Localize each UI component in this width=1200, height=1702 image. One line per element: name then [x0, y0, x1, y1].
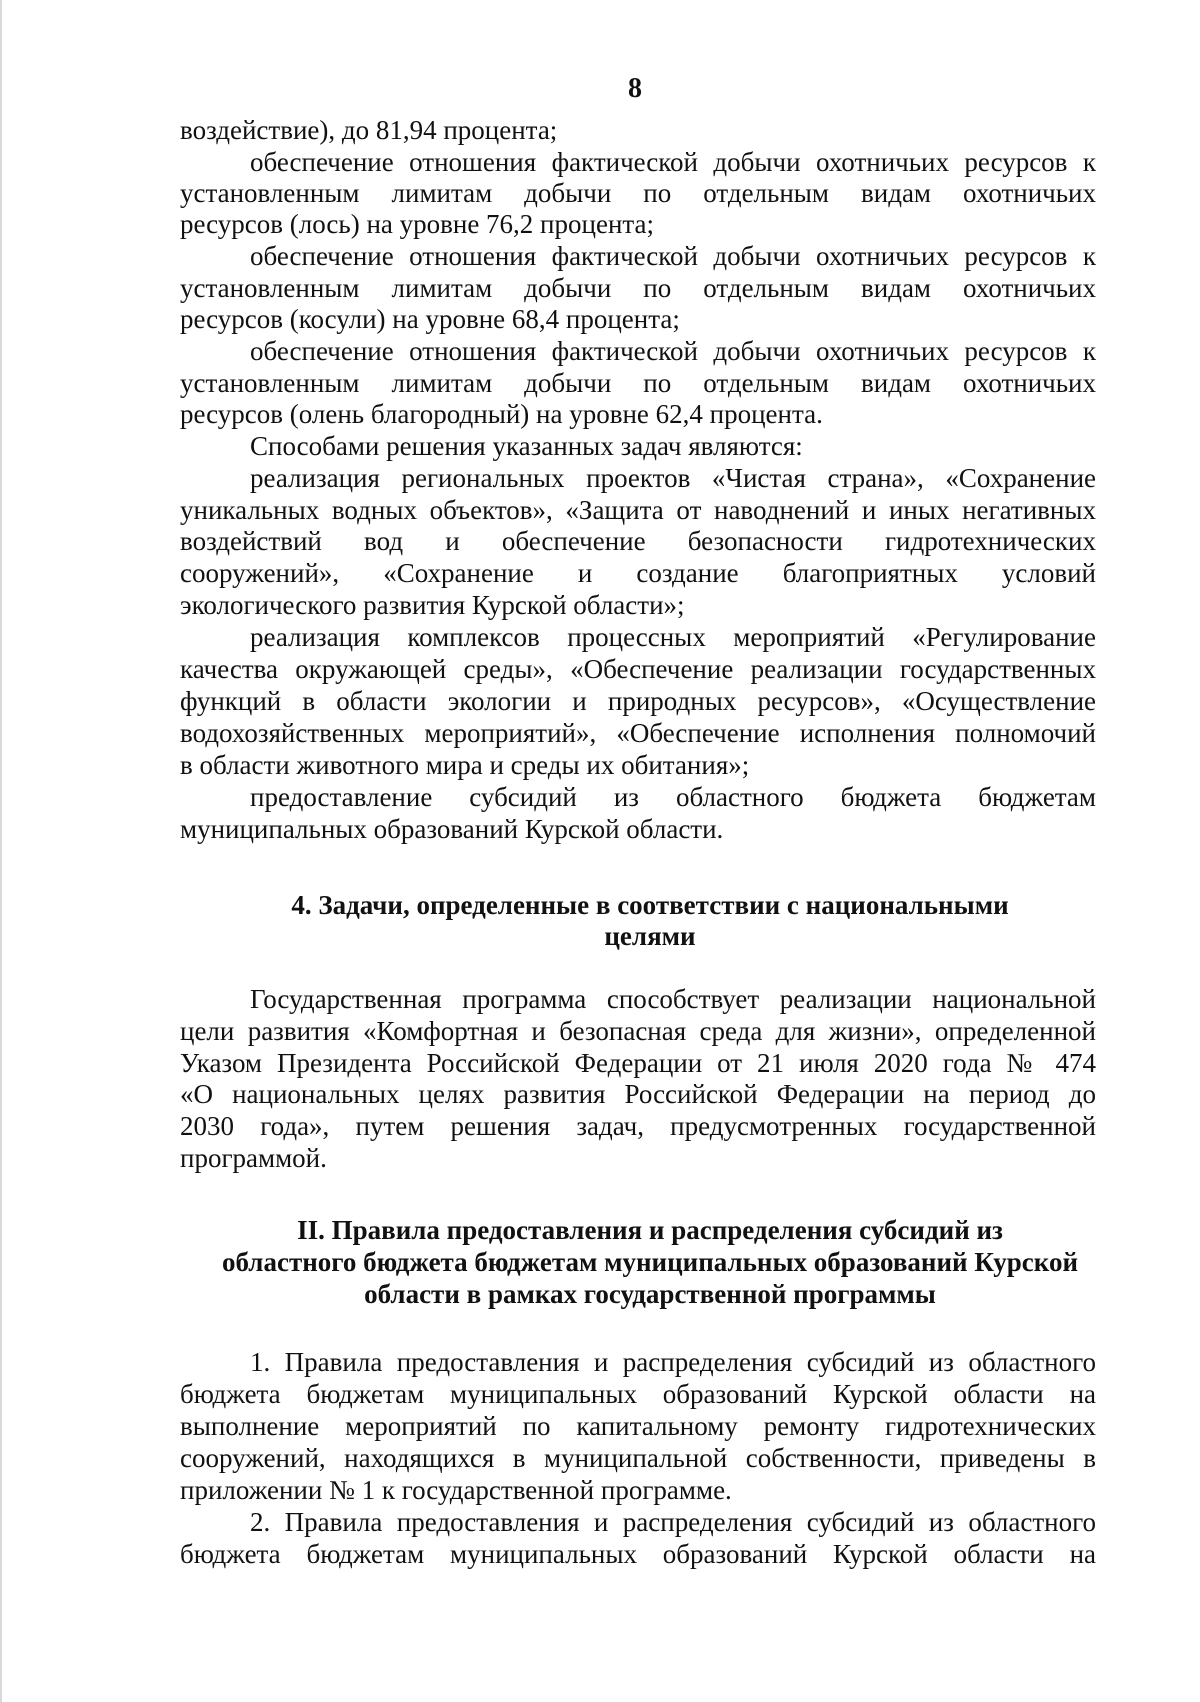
text-line: 2. Правила предоставления и распределения субсидий из областного — [250, 1507, 1096, 1537]
text-line: сооружений», «Сохранение и создание благоприятных условий — [180, 558, 1096, 588]
text-line: цели развития «Комфортная и безопасная среда для жизни», определенной — [180, 1016, 1096, 1046]
text-line: функций в области экологии и природных ресурсов», «Осуществление — [180, 686, 1096, 716]
text-line: реализация региональных проектов «Чистая страна», «Сохранение — [250, 463, 1096, 493]
text-line: бюджета бюджетам муниципальных образований Курской области на — [180, 1379, 1096, 1409]
text-line: Способами решения указанных задач являются: — [250, 431, 803, 461]
text-line: приложении № 1 к государственной программе. — [180, 1475, 732, 1505]
text-line: ресурсов (олень благородный) на уровне 62,4 процента. — [180, 399, 823, 429]
text-line: «О национальных целях развития Российской Федерации на период до — [180, 1079, 1096, 1109]
text-line: программой. — [180, 1143, 327, 1173]
text-line: 1. Правила предоставления и распределения субсидий из областного — [250, 1347, 1096, 1377]
section-heading: области в рамках государственной программы — [364, 1279, 936, 1309]
text-line: качества окружающей среды», «Обеспечение реализации государственных — [180, 654, 1096, 684]
text-line: ресурсов (лось) на уровне 76,2 процента; — [180, 209, 655, 239]
text-line: экологического развития Курской области»; — [180, 590, 685, 620]
section-heading: II. Правила предоставления и распределения субсидий из — [297, 1215, 1003, 1245]
text-line: реализация комплексов процессных мероприятий «Регулирование — [250, 622, 1096, 652]
text-line: установленным лимитам добычи по отдельным видам охотничьих — [180, 368, 1096, 398]
text-line: муниципальных образований Курской области. — [180, 814, 724, 844]
text-line: водохозяйственных мероприятий», «Обеспечение исполнения полномочий — [180, 718, 1096, 748]
text-line: обеспечение отношения фактической добычи охотничьих ресурсов к — [250, 147, 1096, 177]
text-line: установленным лимитам добычи по отдельным видам охотничьих — [180, 178, 1096, 208]
text-line: установленным лимитам добычи по отдельным видам охотничьих — [180, 273, 1096, 303]
scan-edge — [0, 0, 2, 1702]
text-line: сооружений, находящихся в муниципальной собственности, приведены в — [180, 1443, 1096, 1473]
text-line: Государственная программа способствует реализации национальной — [250, 984, 1096, 1014]
section-heading: областного бюджета бюджетам муниципальных образований Курской — [221, 1247, 1079, 1277]
text-line: предоставление субсидий из областного бюджета бюджетам — [250, 782, 1096, 812]
text-line: Указом Президента Российской Федерации от 21 июля 2020 года № 474 — [180, 1048, 1096, 1078]
text-line: воздействий вод и обеспечение безопасности гидротехнических — [180, 526, 1096, 556]
text-line: обеспечение отношения фактической добычи охотничьих ресурсов к — [250, 336, 1096, 366]
page-number: 8 — [628, 73, 642, 104]
section-heading: 4. Задачи, определенные в соответствии с национальными — [291, 890, 1009, 920]
text-line: в области животного мира и среды их обитания»; — [180, 750, 750, 780]
text-line: обеспечение отношения фактической добычи охотничьих ресурсов к — [250, 241, 1096, 271]
text-line: ресурсов (косули) на уровне 68,4 процента; — [180, 304, 680, 334]
text-line: 2030 года», путем решения задач, предусмотренных государственной — [180, 1111, 1096, 1141]
section-heading: целями — [604, 921, 696, 951]
text-line: выполнение мероприятий по капитальному ремонту гидротехнических — [180, 1411, 1096, 1441]
text-line: бюджета бюджетам муниципальных образований Курской области на — [180, 1539, 1096, 1569]
text-line: уникальных водных объектов», «Защита от наводнений и иных негативных — [180, 495, 1096, 525]
text-line: воздействие), до 81,94 процента; — [180, 115, 558, 145]
